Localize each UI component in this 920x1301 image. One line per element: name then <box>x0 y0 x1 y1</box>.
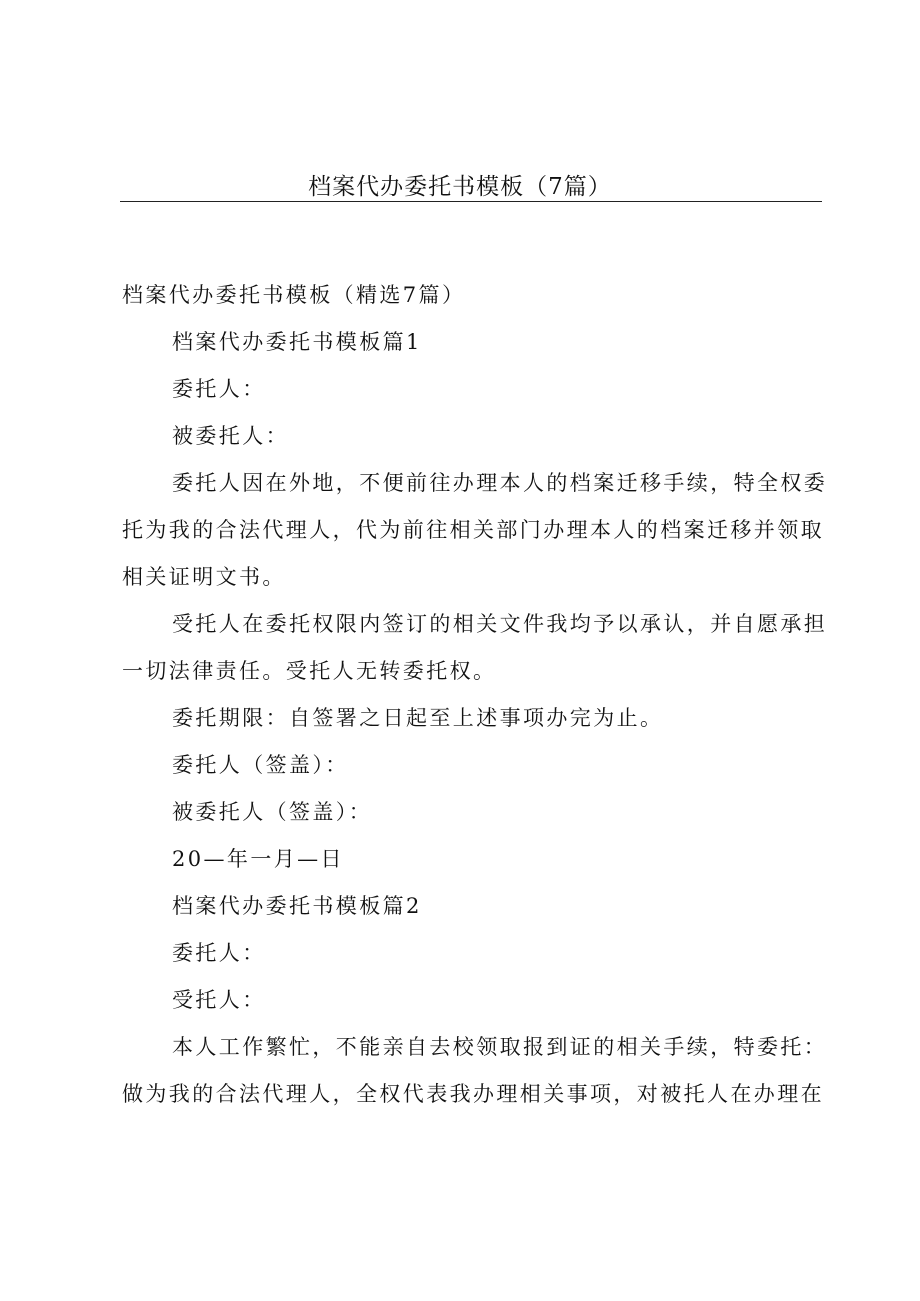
section2-principal-label: 委托人： <box>172 941 266 965</box>
section1-agent-signature: 被委托人（签盖）： <box>172 800 373 824</box>
section1-paragraph-1 <box>122 460 828 601</box>
section1-paragraph-2 <box>122 601 828 695</box>
section1-principal-label: 委托人： <box>172 377 266 401</box>
paragraph-line: 相关证明文书。 <box>122 565 286 589</box>
document-title: 档案代办委托书模板（7篇） <box>308 174 612 200</box>
paragraph-line: 做为我的合法代理人，全权代表我办理相关事项，对被托人在办理在 <box>122 1082 824 1106</box>
title-underline <box>120 201 822 202</box>
paragraph-line: 受托人在委托权限内签订的相关文件我均予以承认，并自愿承担 <box>172 612 828 636</box>
document-body <box>122 272 828 1118</box>
section1-agent-label: 被委托人： <box>172 424 289 448</box>
section2-paragraph-1 <box>122 1024 828 1118</box>
section2-heading: 档案代办委托书模板篇2 <box>172 894 422 918</box>
section2-trustee-label: 受托人： <box>172 988 266 1012</box>
document-subtitle: 档案代办委托书模板（精选7篇） <box>122 283 466 307</box>
section1-heading: 档案代办委托书模板篇1 <box>172 330 422 354</box>
section1-principal-signature: 委托人（签盖）： <box>172 753 349 777</box>
section1-date: 20—年一月—日 <box>172 847 344 871</box>
section1-term: 委托期限：自签署之日起至上述事项办完为止。 <box>172 706 664 730</box>
paragraph-line: 委托人因在外地，不便前往办理本人的档案迁移手续，特全权委 <box>172 471 828 495</box>
paragraph-line: 一切法律责任。受托人无转委托权。 <box>122 659 497 683</box>
paragraph-line: 本人工作繁忙，不能亲自去校领取报到证的相关手续，特委托： <box>172 1035 828 1059</box>
paragraph-line: 托为我的合法代理人，代为前往相关部门办理本人的档案迁移并领取 <box>122 518 824 542</box>
